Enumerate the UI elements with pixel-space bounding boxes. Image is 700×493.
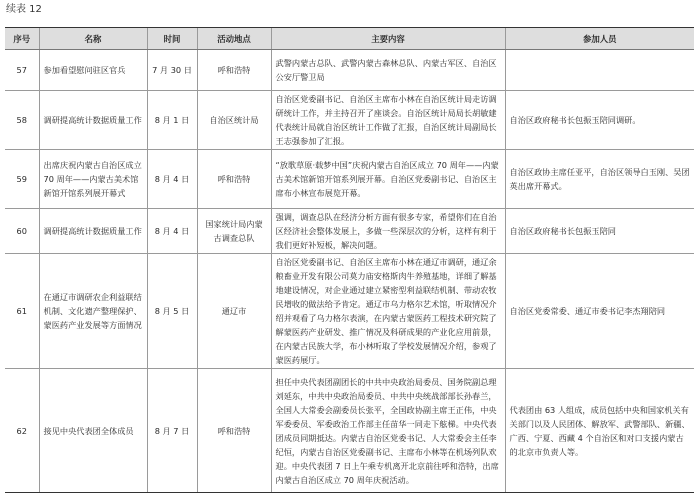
cell-people: 自治区政府秘书长包振玉陪同 [505,209,694,254]
cell-place: 呼和浩特 [197,150,271,209]
cell-content: 自治区党委副书记、自治区主席布小林在通辽市调研，通辽余粮畜业开发有限公司莫力庙安格斯肉牛养殖基地，详细了解基地建设情况，对企业通过建立紧密型利益联结机制、带动农牧民增收的做法给予肯定。通辽市乌力格尔艺术馆，听取情况介绍并观看了乌力格尔表演，在内蒙古蒙医药工程技术研究院了解蒙医药产业研发、推广情况及科研成果的产业化应用前景，在内蒙古民族大学，布小林听取了学校发展情况介绍，参观了蒙医药展厅。 [271,254,505,369]
cell-date: 8 月 4 日 [147,150,197,209]
cell-content: “放歌草原·载梦中国”庆祝内蒙古自治区成立 70 周年——内蒙古美术馆新馆开馆系列展开幕。自治区党委副书记、自治区主席布小林宣布展览开幕。 [271,150,505,209]
cell-no: 57 [5,50,39,91]
cell-date: 8 月 1 日 [147,91,197,150]
cell-no: 60 [5,209,39,254]
cell-no: 58 [5,91,39,150]
table-row [5,254,694,369]
cell-name: 参加看望慰问驻区官兵 [39,50,147,91]
table-row [5,369,694,493]
cell-name: 在通辽市调研农企利益联结机制、文化遗产整理保护、蒙医药产业发展等方面情况 [39,254,147,369]
cell-place: 自治区统计局 [197,91,271,150]
cell-date: 8 月 5 日 [147,254,197,369]
cell-content: 自治区党委副书记、自治区主席布小林在自治区统计局走访调研统计工作，并主持召开了座谈会。自治区统计局局长胡敏建代表统计局就自治区统计工作做了汇报，自治区统计局副局长王志强参加了汇报。 [271,91,505,150]
cell-date: 7 月 30 日 [147,50,197,91]
header-place: 活动地点 [197,28,271,50]
cell-name: 调研提高统计数据质量工作 [39,91,147,150]
header-row [5,28,694,50]
cell-people: 自治区政府秘书长包振玉陪同调研。 [505,91,694,150]
cell-content: 武警内蒙古总队、武警内蒙古森林总队、内蒙古军区、自治区公安厅警卫局 [271,50,505,91]
cell-place: 呼和浩特 [197,369,271,493]
cell-people: 自治区政协主席任亚平，自治区领导白玉刚、吴团英出席开幕式。 [505,150,694,209]
cell-name: 调研提高统计数据质量工作 [39,209,147,254]
cell-people: 自治区党委常委、通辽市委书记李杰翔陪同 [505,254,694,369]
cell-content: 强调，调查总队在经济分析方面有很多专家，希望你们在自治区经济社会整体发展上，多做一些深层次的分析，这样有利于我们更好补短板，解决问题。 [271,209,505,254]
table-row [5,150,694,209]
cell-name: 接见中央代表团全体成员 [39,369,147,493]
header-content: 主要内容 [271,28,505,50]
cell-place: 呼和浩特 [197,50,271,91]
header-people: 参加人员 [505,28,694,50]
header-no: 序号 [5,28,39,50]
table-caption: 续表 12 [6,4,42,15]
cell-people: 代表团由 63 人组成，成员包括中央和国家机关有关部门以及人民团体、解放军、武警部队、新疆、广西、宁夏、西藏 4 个自治区和对口支援内蒙古的北京市负责人等。 [505,369,694,493]
table-row [5,209,694,254]
activity-table [5,27,694,493]
cell-no: 61 [5,254,39,369]
cell-date: 8 月 4 日 [147,209,197,254]
table-row [5,50,694,91]
cell-no: 62 [5,369,39,493]
table-row [5,91,694,150]
header-name: 名称 [39,28,147,50]
cell-no: 59 [5,150,39,209]
cell-date: 8 月 7 日 [147,369,197,493]
cell-place: 通辽市 [197,254,271,369]
cell-content: 担任中央代表团副团长的中共中央政治局委员、国务院副总理刘延东，中共中央政治局委员、中共中央统战部部长孙春兰，全国人大常委会副委员长张平，全国政协副主席王正伟，中央军委委员、军委政治工作部主任苗华一同走下舷梯。中央代表团成员同期抵达。内蒙古自治区党委书记、人大常委会主任李纪恒，内蒙古自治区党委副书记、主席布小林等在机场列队欢迎。中央代表团 7 日上午乘专机离开北京前往呼和浩特，出席内蒙古自治区成立 70 周年庆祝活动。 [271,369,505,493]
cell-place: 国家统计局内蒙古调查总队 [197,209,271,254]
header-date: 时间 [147,28,197,50]
cell-name: 出席庆祝内蒙古自治区成立 70 周年——内蒙古美术馆新馆开馆系列展开幕式 [39,150,147,209]
cell-people [505,50,694,91]
